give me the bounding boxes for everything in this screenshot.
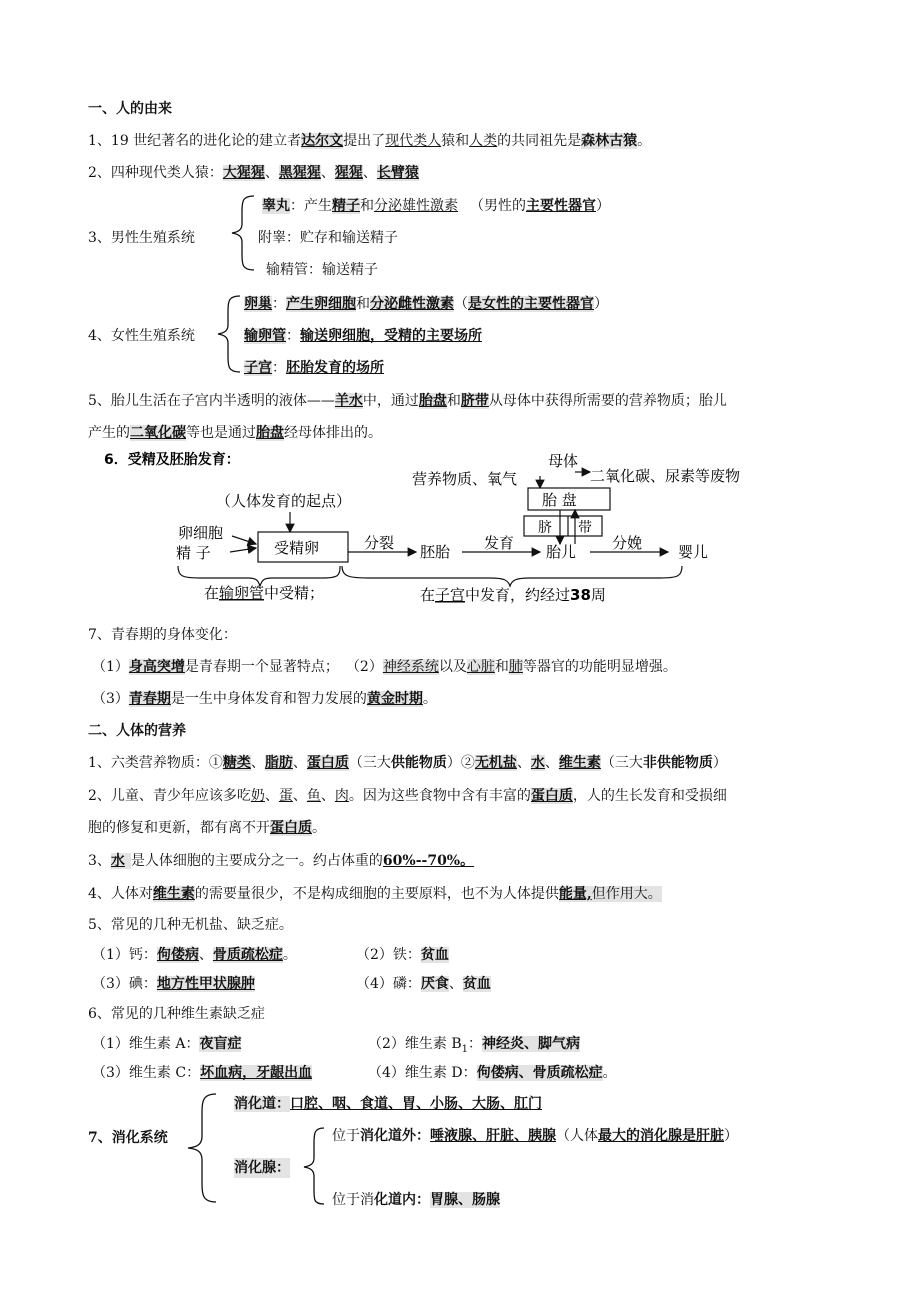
- digestive-system-label: 7、消化系统: [88, 1130, 168, 1146]
- brace-icon: [214, 292, 244, 376]
- zygote-label: 受精卵: [274, 539, 320, 557]
- digestive-tract-row: 消化道：口腔、咽、食道、胃、小肠、大肠、肛门: [234, 1096, 542, 1112]
- male-row-vas-deferens: 输精管：输送精子: [266, 262, 378, 278]
- mother-label: 母体: [548, 452, 579, 470]
- minerals-row-1-iron: （2）铁：贫血: [356, 947, 449, 963]
- origin-label: （人体发育的起点）: [216, 492, 352, 510]
- birth-label: 分娩: [612, 534, 643, 552]
- male-row-epididymis: 附睾：贮存和输送精子: [258, 230, 398, 246]
- umbilical-cord-label-b: 带: [578, 520, 592, 536]
- waste-label: 二氧化碳、尿素等废物: [590, 467, 741, 485]
- female-row-ovary: 卵巢：产生卵细胞和分泌雌性激素（是女性的主要性器官）: [244, 296, 608, 312]
- female-row-uterus: 子宫：胚胎发育的场所: [244, 360, 384, 376]
- fetus-label: 胎儿: [546, 543, 577, 561]
- puberty-line-2: （3）青春期是一生中身体发育和智力发展的黄金时期。: [92, 691, 437, 707]
- nutrition-line-1: 1、六类营养物质：①糖类、脂肪、蛋白质（三大供能物质）②无机盐、水、维生素（三大非供能物质）: [88, 755, 727, 771]
- section-2-title: 二、人体的营养: [88, 723, 186, 739]
- male-system-label: 3、男性生殖系统: [88, 230, 195, 246]
- nutrition-line-2a: 2、儿童、青少年应该多吃奶、蛋、鱼、肉。因为这些食物中含有丰富的蛋白质，人的生长发育和受损细: [88, 788, 727, 804]
- umbilical-cord-label-a: 脐: [538, 520, 552, 536]
- digestive-gland-label: 消化腺：: [234, 1160, 290, 1176]
- minerals-title: 5、常见的几种无机盐、缺乏症。: [88, 917, 293, 933]
- minerals-row-2: （3）碘：地方性甲状腺肿: [92, 976, 255, 992]
- paragraph-2: 2、四种现代类人猿：大猩猩、黑猩猩、猩猩、长臂猿: [88, 165, 419, 181]
- vitamins-title: 6、常见的几种维生素缺乏症: [88, 1006, 265, 1022]
- oviduct-note: 在输卵管中受精；: [204, 584, 325, 602]
- sperm-label: 精 子: [176, 544, 211, 562]
- paragraph-1: 1、19 世纪著名的进化论的建立者达尔文提出了现代类人猿和人类的共同祖先是森林古猿。: [88, 133, 652, 149]
- female-system-label: 4、女性生殖系统: [88, 328, 195, 344]
- vitamins-row-1-b1: （2）维生素 $B_1$：神经炎、脚气病: [368, 1036, 581, 1055]
- puberty-title: 7、青春期的身体变化：: [88, 627, 237, 643]
- section-1-title: 一、人的由来: [88, 101, 172, 117]
- brace-icon: [182, 1090, 222, 1206]
- nutrition-line-4: 4、人体对维生素的需要量很少，不是构成细胞的主要原料，也不为人体提供能量,但作用大。: [88, 886, 662, 902]
- brace-icon: [178, 566, 340, 586]
- paragraph-5-line-1: 5、胎儿生活在子宫内半透明的液体——羊水中，通过胎盘和脐带从母体中获得所需要的营养物质；胎儿: [88, 393, 727, 409]
- nutrition-line-2b: 胞的修复和更新，都有离不开蛋白质。: [88, 820, 326, 836]
- puberty-line-1: （1）身高突增是青春期一个显著特点； （2）神经系统以及心脏和肺等器官的功能明显增强。: [92, 659, 677, 675]
- split-label: 分裂: [364, 534, 395, 552]
- nutrition-line-3: 3、水 是人体细胞的主要成分之一。约占体重的60%--70%。: [88, 853, 475, 869]
- diagram-title: 6．受精及胚胎发育：: [104, 452, 240, 468]
- female-row-oviduct: 输卵管：输送卵细胞，受精的主要场所: [244, 328, 482, 344]
- develop-label: 发育: [484, 534, 515, 552]
- gland-outside-row: 位于消化道外：唾液腺、肝脏、胰腺（人体最大的消化腺是肝脏）: [332, 1128, 738, 1144]
- vitamins-row-1: （1）维生素 A：夜盲症: [92, 1036, 242, 1052]
- embryo-label: 胚胎: [420, 543, 451, 561]
- vitamins-row-2-d: （4）维生素 D：佝偻病、骨质疏松症。: [368, 1065, 617, 1081]
- minerals-row-1: （1）钙：佝偻病、骨质疏松症。: [92, 947, 297, 963]
- brace-icon: [298, 1124, 328, 1208]
- placenta-label: 胎 盘: [542, 491, 577, 509]
- vitamins-row-2: （3）维生素 C：坏血病，牙龈出血: [92, 1065, 313, 1081]
- brace-icon: [228, 192, 258, 274]
- gland-inside-row: 位于消化道内：胃腺、肠腺: [332, 1192, 500, 1208]
- nutrients-label: 营养物质、氧气: [412, 470, 518, 488]
- brace-icon: [342, 566, 682, 586]
- paragraph-5-line-2: 产生的二氧化碳等也是通过胎盘经母体排出的。: [88, 425, 382, 441]
- fertilization-diagram: [0, 444, 920, 614]
- egg-label: 卵细胞: [178, 524, 224, 542]
- minerals-row-2-phosphorus: （4）磷：厌食、贫血: [356, 976, 491, 992]
- uterus-note: 在子宫中发育，约经过38周: [420, 586, 606, 604]
- male-row-testis: 睾丸：产生精子和分泌雄性激素 （男性的主要性器官）: [262, 198, 610, 214]
- baby-label: 婴儿: [678, 543, 709, 561]
